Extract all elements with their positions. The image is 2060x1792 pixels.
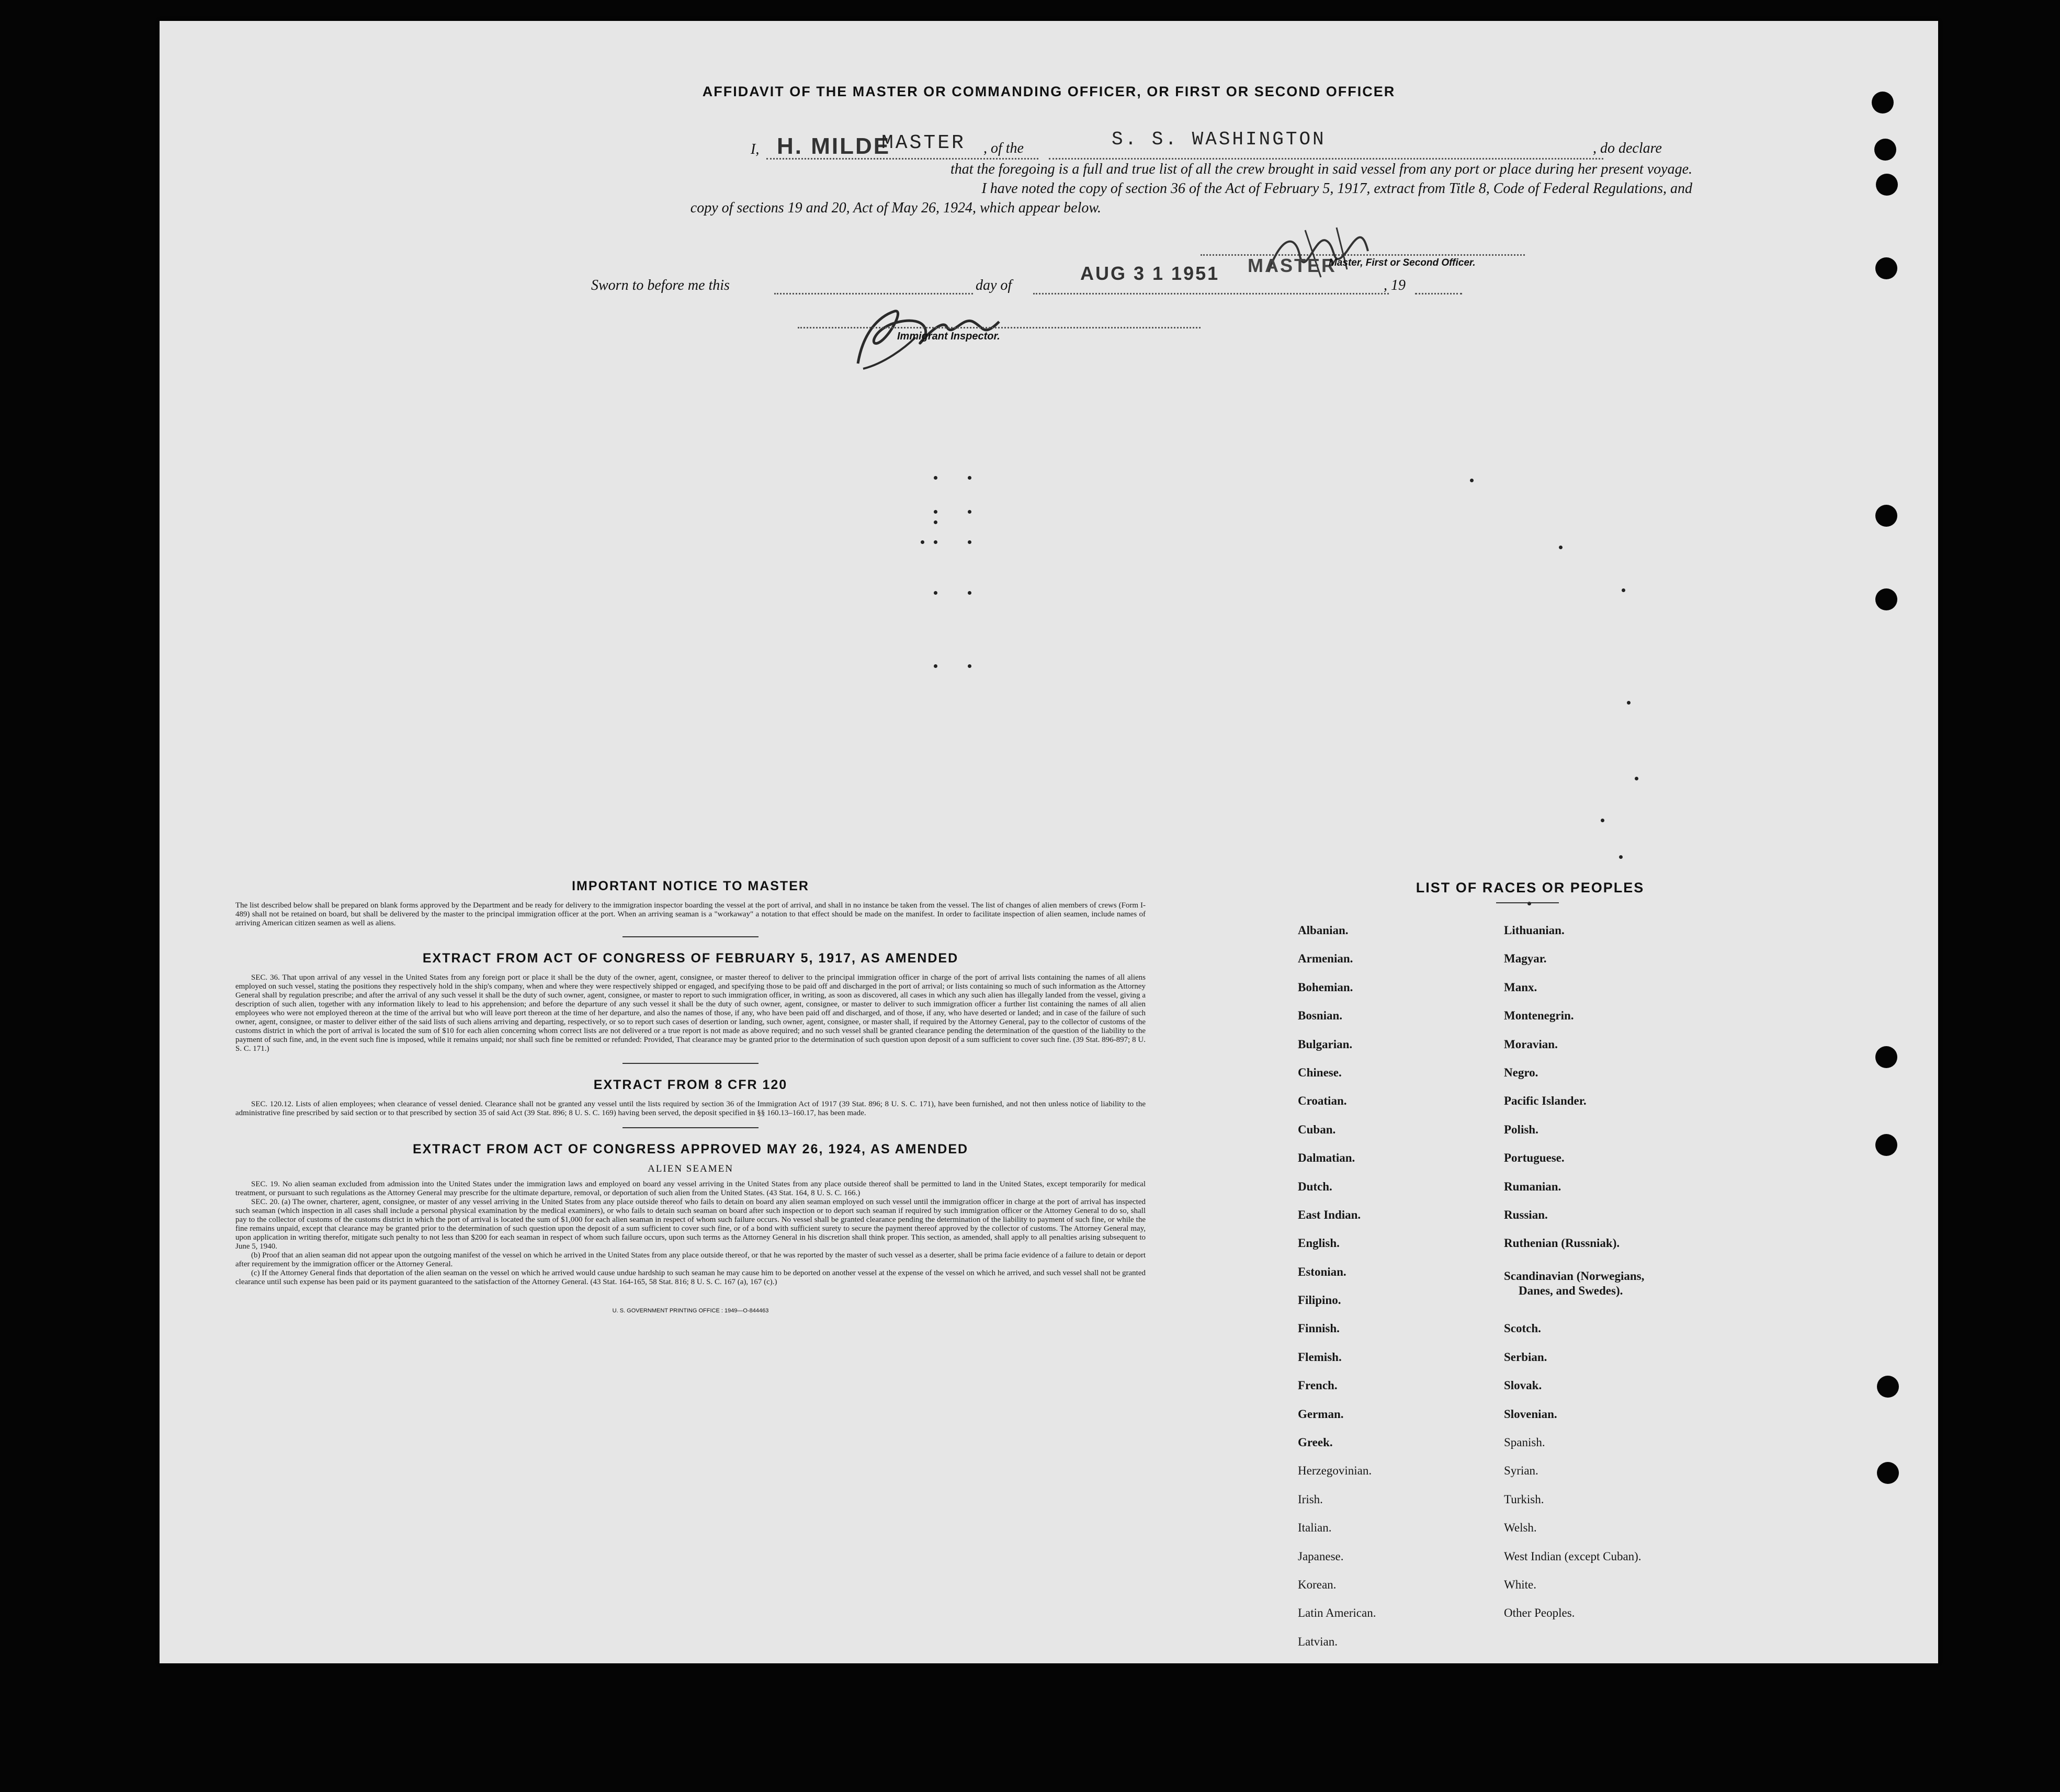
race-item: Spanish. (1504, 1436, 1545, 1449)
race-item: Italian. (1298, 1521, 1332, 1535)
race-item: Greek. (1298, 1436, 1333, 1449)
race-item: Bosnian. (1298, 1009, 1343, 1023)
extract-1917-title: EXTRACT FROM ACT OF CONGRESS OF FEBRUARY 5, 1917, AS AMENDED (422, 951, 959, 966)
race-item: Polish. (1504, 1122, 1538, 1136)
race-item: Herzegovinian. (1298, 1464, 1372, 1478)
race-item: Japanese. (1298, 1549, 1344, 1563)
race-item: Other Peoples. (1504, 1606, 1575, 1620)
day-of-label: day of (976, 277, 1012, 293)
race-item: Chinese. (1298, 1065, 1342, 1079)
race-item: Latvian. (1298, 1635, 1338, 1648)
race-item: Negro. (1504, 1065, 1538, 1079)
extract-cfr-title: EXTRACT FROM 8 CFR 120 (593, 1078, 788, 1092)
punch-hole (1877, 1376, 1899, 1398)
race-item: Irish. (1298, 1492, 1323, 1506)
races-title: LIST OF RACES OR PEOPLES (1416, 880, 1645, 895)
race-item: Slovak. (1504, 1379, 1542, 1392)
race-item: Russian. (1504, 1208, 1548, 1221)
race-item: Ruthenian (Russniak). (1504, 1237, 1620, 1250)
race-item: Scotch. (1504, 1322, 1541, 1335)
section-20b-text: (b) Proof that an alien seaman did not appear upon the outgoing manifest of the vessel on which he arrived in the United States from any place outside thereof, or that he was reported by the master of such vessel as a deserter, shall be prima facie evidence of a failure to detain or deport after requirement by the immigration officer or the Attorney General. (235, 1251, 1146, 1268)
race-item: Manx. (1504, 980, 1537, 994)
race-item: Dalmatian. (1298, 1151, 1355, 1165)
punch-hole (1872, 92, 1894, 114)
do-declare-label: , do declare (1593, 140, 1662, 156)
document-page (160, 21, 1938, 1663)
section-divider (622, 1063, 759, 1064)
extract-cfr-text: SEC. 120.12. Lists of alien employees; when clearance of vessel denied. Clearance shall not be granted any vessel until the lists required by section 36 of the Immigration Act of 1917 (39 Stat. 896; 8 U. S. C. 171), have been furnished, and not then unless notice of liability to the administrative fine prescribed by said section or to that prescribed by section 35 of said Act (39 Stat. 896; 8 U. S. C. 169) having been served, the deposit specified in §§ 160.13–160.17, has been made. (235, 1100, 1146, 1117)
race-item: Finnish. (1298, 1322, 1340, 1335)
punch-hole (1875, 257, 1897, 279)
race-item: German. (1298, 1407, 1344, 1421)
race-item: Welsh. (1504, 1521, 1537, 1535)
section-divider (622, 1127, 759, 1128)
year-fill-line (1415, 293, 1462, 294)
race-item: English. (1298, 1237, 1340, 1250)
master-stamp: MASTER (1248, 255, 1337, 276)
race-item: Turkish. (1504, 1492, 1544, 1506)
race-item: Filipino. (1298, 1294, 1341, 1307)
notice-title: IMPORTANT NOTICE TO MASTER (572, 879, 809, 893)
race-item: Albanian. (1298, 924, 1349, 937)
inspector-caption: Immigrant Inspector. (897, 331, 1000, 342)
extract-1924-title: EXTRACT FROM ACT OF CONGRESS APPROVED MAY 26, 1924, AS AMENDED (412, 1142, 969, 1156)
of-the-label: , of the (983, 140, 1024, 156)
race-item: Bohemian. (1298, 980, 1353, 994)
race-item: Estonian. (1298, 1265, 1346, 1278)
master-name: H. MILDE (777, 133, 891, 159)
race-item: Syrian. (1504, 1464, 1538, 1478)
race-item: Dutch. (1298, 1179, 1332, 1193)
inspector-line (798, 327, 1201, 328)
affidavit-line-4: copy of sections 19 and 20, Act of May 26, 1924, which appear below. (690, 200, 1101, 216)
race-item: Latin American. (1298, 1606, 1376, 1620)
punch-hole (1875, 1134, 1897, 1156)
printer-imprint: U. S. GOVERNMENT PRINTING OFFICE : 1949—O-844463 (612, 1308, 769, 1314)
affidavit-title: AFFIDAVIT OF THE MASTER OR COMMANDING OFFICER, OR FIRST OR SECOND OFFICER (702, 84, 1396, 99)
races-divider (1496, 902, 1559, 903)
section-20a-text: SEC. 20. (a) The owner, charterer, agent, consignee, or master of any vessel arriving in the United States from any place outside thereof who fails to detain on board any alien seaman employed on such vessel until the immigration officer in charge at the port of arrival has inspected such seaman (which inspection in all cases shall include a personal physical examination by the medical examiners), or who fails to detain such seaman on board after such inspection or to deport such seaman if required by such immigration officer or the Attorney General to do so, shall pay to the collector of customs of the customs district in which the port of arrival is located the sum of $1,000 for each alien seaman in respect of whom such failure occurs. No vessel shall be granted clearance pending the determination of the liability to payment of such fine, or while the fine remains unpaid, except that clearance may be granted prior to the determination of such question upon the deposit of a sum sufficient to cover such fine, or of a bond with sufficient surety to secure the payment thereof approved by the collector of customs. The Attorney General may, upon application in writing therefor, mitigate such penalty to not less than $200 for each seaman in respect of whom such failure occurs, upon such terms as the Attorney General in his discretion shall think proper. This section, as amended, shall apply to all penalties arising subsequent to June 5, 1940. (235, 1198, 1146, 1251)
affidavit-i-label: I, (751, 141, 760, 157)
vessel-name: S. S. WASHINGTON (1112, 129, 1326, 150)
race-item: Armenian. (1298, 952, 1353, 966)
race-item: Scandinavian (Norwegians, (1504, 1269, 1645, 1283)
race-item: Korean. (1298, 1578, 1337, 1591)
alien-seamen-subtitle: ALIEN SEAMEN (648, 1163, 733, 1174)
race-item: Cuban. (1298, 1122, 1336, 1136)
race-item: Flemish. (1298, 1350, 1342, 1364)
race-item: French. (1298, 1379, 1338, 1392)
race-item: Lithuanian. (1504, 924, 1565, 937)
race-item: White. (1504, 1578, 1536, 1591)
punch-hole (1874, 139, 1896, 161)
punch-hole (1875, 1046, 1897, 1068)
race-item: Slovenian. (1504, 1407, 1557, 1421)
rank-typed: MASTER (881, 132, 966, 154)
sworn-label: Sworn to before me this (591, 277, 730, 293)
race-item: Montenegrin. (1504, 1009, 1574, 1023)
race-item: Portuguese. (1504, 1151, 1565, 1165)
race-item: Rumanian. (1504, 1179, 1561, 1193)
notice-text: The list described below shall be prepared on blank forms approved by the Department and be ready for delivery to the immigration inspector boarding the vessel at the port of arrival, and shall in no instance be taken from the vessel. The list of changes of alien members of crews (Form I-489) shall not be retained on board, but shall be delivered by the master to the principal immigration officer at the port. When an arriving seaman is a "workaway" a notation to that effect should be made on the manifest. In order to facilitate inspection of alien seamen, include names of arriving American citizen seamen as well as aliens. (235, 901, 1146, 927)
section-19-text: SEC. 19. No alien seaman excluded from admission into the United States under the immigration laws and employed on board any vessel arriving in the United States from any place outside thereof shall be permitted to land in the United States, except temporarily for medical treatment, or pursuant to such regulations as the Attorney General may prescribe for the ultimate departure, removal, or deportation of such alien from the United States. (43 Stat. 164, 8 U. S. C. 166.) (235, 1180, 1146, 1197)
punch-hole (1877, 1462, 1899, 1484)
affidavit-line-2: that the foregoing is a full and true list of all the crew brought in said vessel from any port or place during her present voyage. (950, 161, 1692, 177)
officer-caption: Master, First or Second Officer. (1329, 257, 1476, 268)
race-item: Bulgarian. (1298, 1037, 1353, 1051)
bleed-through-area (787, 377, 1912, 926)
date-stamp: AUG 3 1 1951 (1080, 263, 1220, 284)
year-prefix: , 19 (1384, 277, 1406, 293)
punch-hole (1876, 174, 1898, 196)
race-item: Danes, and Swedes). (1519, 1284, 1623, 1297)
race-item: Moravian. (1504, 1037, 1558, 1051)
month-fill-line (1033, 293, 1389, 294)
punch-hole (1875, 505, 1897, 527)
races-column-2 (1504, 924, 1818, 1635)
race-item: Croatian. (1298, 1094, 1347, 1108)
extract-1917-text: SEC. 36. That upon arrival of any vessel in the United States from any foreign port or place it shall be the duty of the owner, agent, consignee, or master thereof to deliver to the principal immigration officer in charge of the port of arrival lists containing the names of all aliens employed on such vessel, stating the positions they respectively hold in the ship's company, when and where they were respectively shipped or engaged, and specifying those to be paid off and discharged in the port of arrival; or lists containing so much of such information as the Attorney General shall by regulation prescribe; and after the arrival of any such vessel it shall be the duty of such owner, agent, consignee, or master to report to such immigration officer, in writing, as soon as discovered, all cases in which any such alien has illegally landed from the vessel, giving a description of such alien, together with any information likely to lead to his apprehension; and before the departure of any such vessel it shall be the duty of such owner, agent, consignee, or master to deliver to such immigration officer a further list containing the names of all alien employees who were not employed thereon at the time of the arrival but who will leave port thereon at the time of her departure, and also the names of those, if any, who have been paid off and discharged, and of those, if any, who have deserted or landed; and in case of the failure of such owner, agent, consignee, or master to deliver either of the said lists of such aliens arriving and departing, respectively, or so to report such cases of desertion or landing, such owner, agent, consignee, or master shall, if required by the Attorney General, pay to the collector of customs of the customs district in which the port of arrival is located the sum of $10 for each alien concerning whom correct lists are not delivered or a true report is not made as above required; and no such vessel shall be granted clearance pending the determination of the question of the liability to the payment of such fine, and, in the event such fine is imposed, while it remains unpaid; nor shall such fine be remitted or refunded: Provided, That clearance may be granted prior to the determination of such question upon deposit of a sum sufficient to cover such fine. (39 Stat. 896-897; 8 U. S. C. 171.) (235, 973, 1146, 1053)
race-item: West Indian (except Cuban). (1504, 1549, 1642, 1563)
race-item: Magyar. (1504, 952, 1547, 966)
section-20c-text: (c) If the Attorney General finds that deportation of the alien seaman on the vessel on which he arrived would cause undue hardship to such seaman he may cause him to be deported on another vessel at the expense of the vessel on which he arrived, and such vessel shall not be granted clearance until such expense has been paid or its payment guaranteed to the satisfaction of the Attorney General. (43 Stat. 164-165, 58 Stat. 816; 8 U. S. C. 167 (a), 167 (c).) (235, 1269, 1146, 1286)
affidavit-line-3: I have noted the copy of section 36 of the Act of February 5, 1917, extract from Title 8, Code of Federal Regulations, and (981, 180, 1692, 197)
vessel-fill-line (1049, 158, 1603, 160)
race-item: Pacific Islander. (1504, 1094, 1587, 1108)
race-item: Serbian. (1504, 1350, 1547, 1364)
races-column-1 (1298, 924, 1455, 1663)
punch-hole (1875, 588, 1897, 610)
race-item: East Indian. (1298, 1208, 1361, 1221)
section-divider (622, 936, 759, 937)
legal-notices (235, 879, 1146, 1314)
